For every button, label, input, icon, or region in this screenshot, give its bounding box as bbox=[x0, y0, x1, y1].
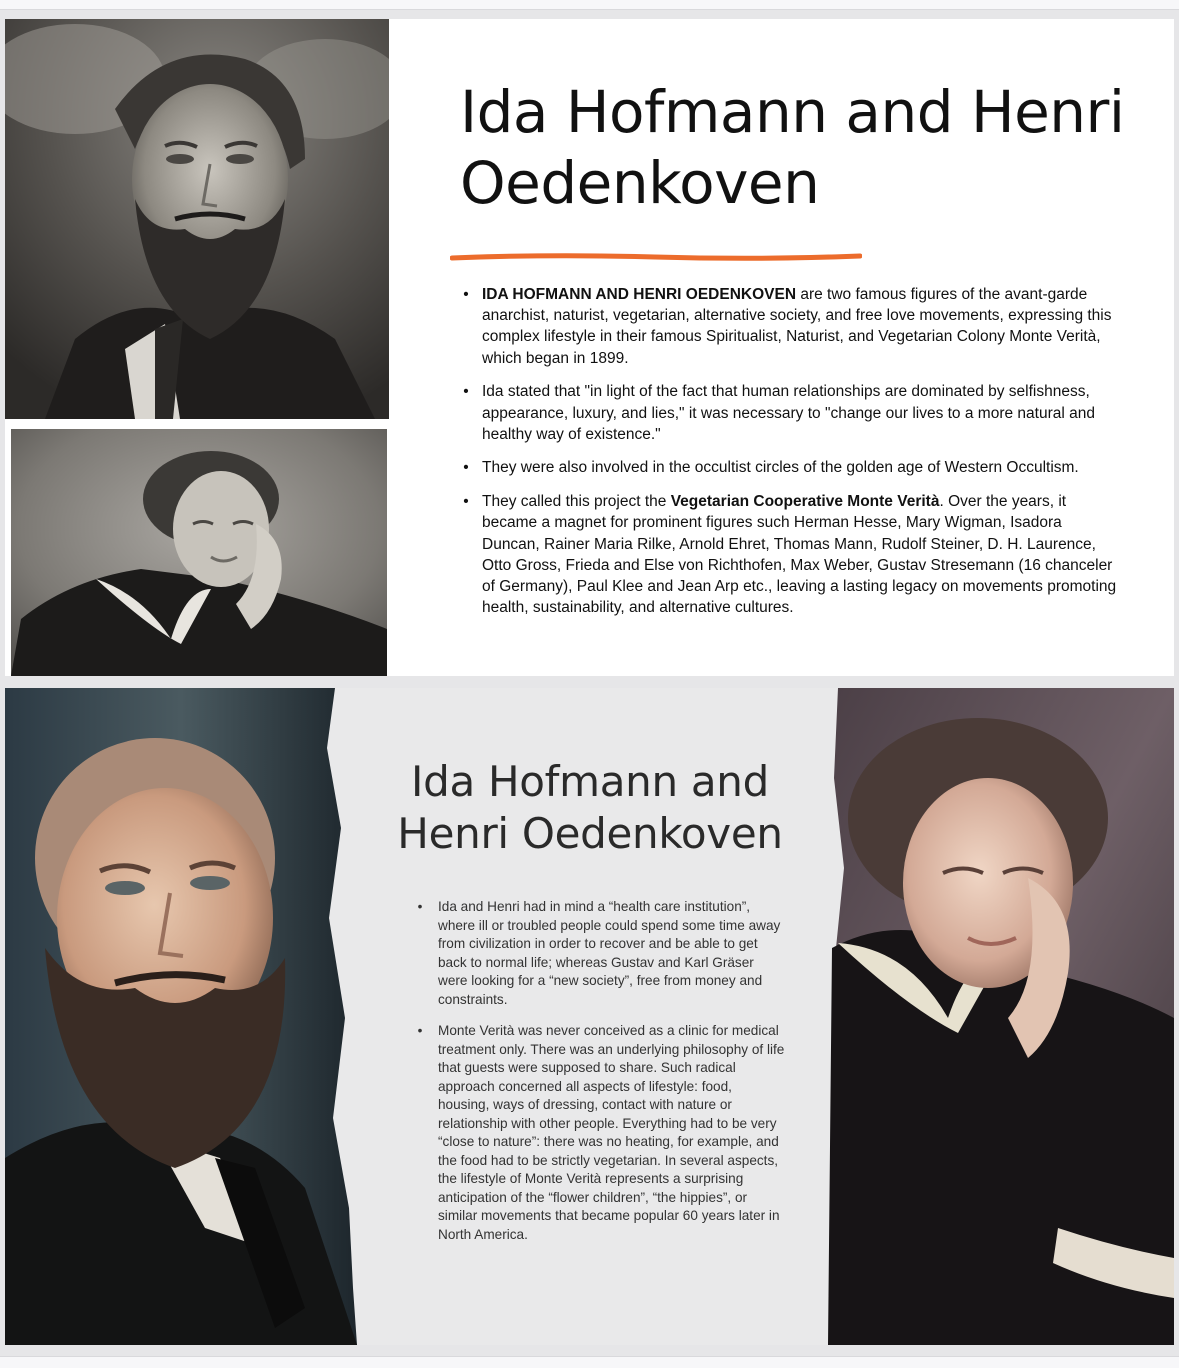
bullet-item bbox=[459, 457, 1119, 478]
bullet-glyph: • bbox=[417, 1023, 423, 1038]
bullet-text: They called this project the bbox=[482, 493, 671, 511]
bullet-text: are two famous figures of the avant-garde anarchist, naturist, vegetarian, alternative society, and free love movements, expressing this complex lifestyle in their famous Spiritualist, Naturist, and Vegetarian Colony Monte Verità, which began in 1899. bbox=[482, 286, 1112, 367]
bullet-item bbox=[459, 284, 1119, 369]
title-underline-decoration bbox=[450, 251, 862, 263]
next-slide-edge bbox=[0, 1356, 1179, 1368]
bullet-glyph: • bbox=[463, 459, 469, 477]
slide-2 bbox=[5, 688, 1174, 1345]
bullet-item bbox=[459, 491, 1119, 618]
bullet-text: Monte Verità was never conceived as a clinic for medical treatment only. There was an underlying philosophy of life that guests were supposed to share. Such radical approach concerned all aspects of lifestyle: food, housing, ways of dressing, contact with nature or relationship with other people. Everything had to be very “close to nature”: there was no heating, for example, and the food had to be strictly vegetarian. In several aspects, the lifestyle of Monte Verità represents a surprising anticipation of the “flower children”, “the hippies”, or similar movements that became popular 60 years later in North America. bbox=[438, 1023, 785, 1242]
bullet-glyph: • bbox=[417, 899, 423, 914]
bullet-item bbox=[415, 898, 787, 1009]
bullet-bold-lead: IDA HOFMANN AND HENRI OEDENKOVEN bbox=[482, 286, 797, 303]
bullet-text: Ida and Henri had in mind a “health care institution”, where ill or troubled people could spend some time away from civilization in order to recover and be able to get back to normal life; whereas Gustav and Karl Gräser were looking for a “new society”, free from money and constraints. bbox=[438, 899, 781, 1007]
bullet-glyph: • bbox=[463, 286, 469, 303]
bullet-glyph: • bbox=[463, 493, 469, 511]
bullet-text: . Over the years, it became a magnet for prominent figures such Herman Hesse, Mary Wigman, Isadora Duncan, Rainer Maria Rilke, Arnold Ehret, Thomas Mann, Rudolf Steiner, D. H. Laurence, Otto Gross, Frieda and Else von Richthofen, Max Weber, Gustav Stresemann (16 chanceler of Germany), Paul Klee and Jean Arp etc., leaving a lasting legacy on movements promoting health, sustainability, and alternative cultures. bbox=[482, 493, 1117, 617]
slide-2-bullet-list bbox=[415, 898, 787, 1257]
bullet-glyph: • bbox=[463, 383, 469, 401]
bullet-bold-phrase: Vegetarian Cooperative Monte Verità bbox=[670, 493, 940, 511]
portrait-ida-hofmann-color bbox=[828, 688, 1174, 1345]
portrait-ida-hofmann-bw bbox=[11, 429, 387, 676]
slide-2-title: Ida Hofmann and Henri Oedenkoven bbox=[397, 757, 783, 858]
slide-1-title: Ida Hofmann and Henri Oedenkoven bbox=[460, 78, 1125, 217]
bullet-item bbox=[415, 1022, 787, 1244]
slide-1-bullet-list bbox=[459, 284, 1119, 631]
portrait-henri-oedenkoven-color bbox=[5, 688, 360, 1345]
previous-slide-edge bbox=[0, 0, 1179, 10]
portrait-henri-oedenkoven-bw bbox=[5, 19, 389, 419]
slide-1 bbox=[5, 19, 1174, 676]
bullet-text: Ida stated that "in light of the fact that human relationships are dominated by selfishness, appearance, luxury, and lies," it was necessary to "change our lives to a more natural and healthy way of existence." bbox=[482, 383, 1095, 443]
bullet-item bbox=[459, 381, 1119, 445]
bullet-text: They were also involved in the occultist circles of the golden age of Western Occultism. bbox=[482, 459, 1079, 477]
